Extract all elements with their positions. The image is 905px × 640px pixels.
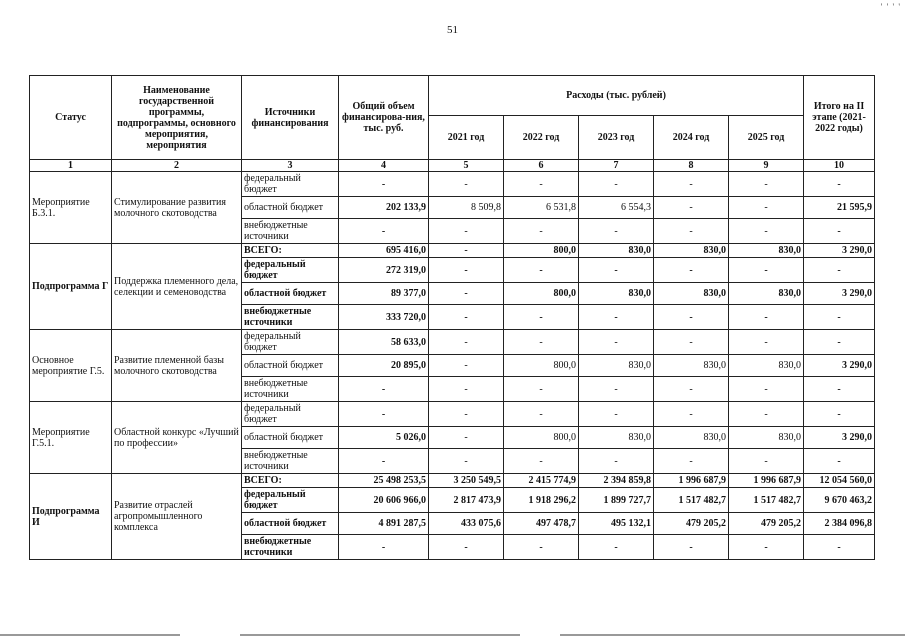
table-row <box>30 172 875 197</box>
cell-year-value: 8 509,8 <box>429 197 504 219</box>
cell-year-value: - <box>579 258 654 283</box>
cell-total-volume: 4 891 287,5 <box>339 513 429 535</box>
cell-total-volume: - <box>339 172 429 197</box>
row-funding-source: федеральный бюджет <box>242 402 339 427</box>
cell-year-value: - <box>504 535 579 560</box>
row-funding-source: областной бюджет <box>242 513 339 535</box>
table-row <box>30 474 875 488</box>
cell-year-value: - <box>729 172 804 197</box>
header-year-2022: 2022 год <box>504 116 579 160</box>
cell-year-value: - <box>579 330 654 355</box>
row-funding-source: внебюджетные источники <box>242 449 339 474</box>
cell-year-value: - <box>429 449 504 474</box>
table-row <box>30 330 875 355</box>
header-sources: Источники финансирования <box>242 76 339 160</box>
cell-year-value: - <box>429 219 504 244</box>
cell-stage-total: - <box>804 402 875 427</box>
row-status: Мероприятие Г.5.1. <box>30 402 112 474</box>
scan-corner-marks: ' ' ' ' <box>880 2 901 12</box>
row-status: Подпрограмма Г <box>30 244 112 330</box>
cell-year-value: - <box>729 449 804 474</box>
cell-year-value: 830,0 <box>579 283 654 305</box>
cell-year-value: - <box>729 402 804 427</box>
header-year-2021: 2021 год <box>429 116 504 160</box>
row-funding-source: внебюджетные источники <box>242 305 339 330</box>
cell-year-value: - <box>729 219 804 244</box>
cell-total-volume: 695 416,0 <box>339 244 429 258</box>
cell-year-value: 830,0 <box>729 283 804 305</box>
column-number: 9 <box>729 160 804 172</box>
row-status: Подпрограмма И <box>30 474 112 560</box>
cell-year-value: - <box>729 330 804 355</box>
cell-year-value: 2 817 473,9 <box>429 488 504 513</box>
cell-year-value: 800,0 <box>504 355 579 377</box>
cell-year-value: - <box>429 402 504 427</box>
row-program-name: Развитие племенной базы молочного скотоводства <box>112 330 242 402</box>
cell-stage-total: 9 670 463,2 <box>804 488 875 513</box>
cell-year-value: - <box>429 258 504 283</box>
cell-year-value: - <box>579 535 654 560</box>
cell-year-value: - <box>429 283 504 305</box>
cell-year-value: - <box>579 172 654 197</box>
cell-stage-total: - <box>804 172 875 197</box>
cell-year-value: 830,0 <box>729 244 804 258</box>
row-program-name: Стимулирование развития молочного скотоводства <box>112 172 242 244</box>
cell-year-value: - <box>504 172 579 197</box>
cell-year-value: - <box>729 535 804 560</box>
cell-year-value: 830,0 <box>729 427 804 449</box>
column-number: 5 <box>429 160 504 172</box>
row-funding-source: федеральный бюджет <box>242 172 339 197</box>
cell-total-volume: - <box>339 449 429 474</box>
cell-total-volume: 20 895,0 <box>339 355 429 377</box>
cell-year-value: - <box>504 305 579 330</box>
row-funding-source: внебюджетные источники <box>242 535 339 560</box>
cell-year-value: 800,0 <box>504 427 579 449</box>
row-funding-source: федеральный бюджет <box>242 258 339 283</box>
table-row <box>30 402 875 427</box>
cell-year-value: - <box>654 197 729 219</box>
cell-year-value: 6 531,8 <box>504 197 579 219</box>
cell-total-volume: 202 133,9 <box>339 197 429 219</box>
cell-year-value: - <box>654 449 729 474</box>
cell-year-value: 3 250 549,5 <box>429 474 504 488</box>
cell-year-value: - <box>504 377 579 402</box>
cell-year-value: 1 899 727,7 <box>579 488 654 513</box>
cell-total-volume: 333 720,0 <box>339 305 429 330</box>
header-status: Статус <box>30 76 112 160</box>
cell-year-value: 830,0 <box>579 244 654 258</box>
cell-year-value: - <box>579 377 654 402</box>
cell-stage-total: - <box>804 535 875 560</box>
table-body <box>30 172 875 560</box>
row-program-name: Областной конкурс «Лучший по профессии» <box>112 402 242 474</box>
cell-year-value: - <box>579 305 654 330</box>
cell-year-value: - <box>729 258 804 283</box>
row-funding-source: внебюджетные источники <box>242 219 339 244</box>
header-expenses: Расходы (тыс. рублей) <box>429 76 804 116</box>
cell-year-value: 830,0 <box>729 355 804 377</box>
cell-year-value: 1 517 482,7 <box>729 488 804 513</box>
cell-year-value: - <box>654 330 729 355</box>
cell-year-value: - <box>579 219 654 244</box>
row-funding-source: ВСЕГО: <box>242 474 339 488</box>
cell-year-value: 6 554,3 <box>579 197 654 219</box>
scan-bottom-rule <box>0 634 905 636</box>
cell-year-value: 1 996 687,9 <box>729 474 804 488</box>
row-funding-source: ВСЕГО: <box>242 244 339 258</box>
row-funding-source: областной бюджет <box>242 355 339 377</box>
cell-total-volume: 20 606 966,0 <box>339 488 429 513</box>
cell-total-volume: 25 498 253,5 <box>339 474 429 488</box>
column-number: 10 <box>804 160 875 172</box>
cell-stage-total: 3 290,0 <box>804 355 875 377</box>
cell-year-value: 800,0 <box>504 244 579 258</box>
header-name: Наименование государственной программы, подпрограммы, основного мероприятия, мероприятия <box>112 76 242 160</box>
cell-year-value: 830,0 <box>654 244 729 258</box>
column-number: 4 <box>339 160 429 172</box>
cell-year-value: - <box>654 402 729 427</box>
row-program-name: Поддержка племенного дела, селекции и семеноводства <box>112 244 242 330</box>
cell-year-value: - <box>429 172 504 197</box>
cell-year-value: - <box>504 449 579 474</box>
cell-year-value: 1 996 687,9 <box>654 474 729 488</box>
cell-year-value: 830,0 <box>579 427 654 449</box>
column-number: 7 <box>579 160 654 172</box>
cell-stage-total: 3 290,0 <box>804 283 875 305</box>
cell-total-volume: - <box>339 535 429 560</box>
cell-year-value: 433 075,6 <box>429 513 504 535</box>
cell-year-value: - <box>729 377 804 402</box>
cell-stage-total: - <box>804 258 875 283</box>
cell-year-value: 800,0 <box>504 283 579 305</box>
cell-stage-total: - <box>804 330 875 355</box>
column-number: 6 <box>504 160 579 172</box>
row-program-name: Развитие отраслей агропромышленного комплекса <box>112 474 242 560</box>
cell-total-volume: - <box>339 402 429 427</box>
cell-year-value: - <box>579 402 654 427</box>
cell-year-value: - <box>429 305 504 330</box>
cell-year-value: - <box>654 305 729 330</box>
header-total-stage: Итого на II этапе (2021-2022 годы) <box>804 76 875 160</box>
cell-year-value: - <box>429 244 504 258</box>
cell-year-value: - <box>429 330 504 355</box>
row-funding-source: федеральный бюджет <box>242 330 339 355</box>
cell-year-value: - <box>429 355 504 377</box>
header-year-2025: 2025 год <box>729 116 804 160</box>
cell-year-value: 1 517 482,7 <box>654 488 729 513</box>
cell-stage-total: - <box>804 219 875 244</box>
cell-stage-total: - <box>804 305 875 330</box>
cell-total-volume: 89 377,0 <box>339 283 429 305</box>
cell-year-value: - <box>654 535 729 560</box>
financing-table <box>29 75 875 560</box>
column-number: 3 <box>242 160 339 172</box>
row-funding-source: областной бюджет <box>242 427 339 449</box>
cell-year-value: 2 394 859,8 <box>579 474 654 488</box>
row-status: Мероприятие Б.3.1. <box>30 172 112 244</box>
cell-year-value: - <box>729 305 804 330</box>
cell-year-value: - <box>654 219 729 244</box>
cell-year-value: - <box>654 172 729 197</box>
cell-stage-total: 3 290,0 <box>804 427 875 449</box>
cell-year-value: 495 132,1 <box>579 513 654 535</box>
cell-year-value: - <box>654 377 729 402</box>
cell-year-value: 479 205,2 <box>654 513 729 535</box>
column-number: 8 <box>654 160 729 172</box>
cell-stage-total: - <box>804 377 875 402</box>
cell-year-value: 830,0 <box>654 283 729 305</box>
cell-year-value: 830,0 <box>654 427 729 449</box>
cell-total-volume: 5 026,0 <box>339 427 429 449</box>
cell-stage-total: 3 290,0 <box>804 244 875 258</box>
cell-stage-total: 21 595,9 <box>804 197 875 219</box>
row-funding-source: областной бюджет <box>242 283 339 305</box>
cell-stage-total: 2 384 096,8 <box>804 513 875 535</box>
cell-year-value: - <box>654 258 729 283</box>
column-number: 1 <box>30 160 112 172</box>
cell-year-value: - <box>504 402 579 427</box>
cell-year-value: 1 918 296,2 <box>504 488 579 513</box>
header-total-volume: Общий объем финансирова-ния, тыс. руб. <box>339 76 429 160</box>
header-year-2023: 2023 год <box>579 116 654 160</box>
header-year-2024: 2024 год <box>654 116 729 160</box>
cell-stage-total: 12 054 560,0 <box>804 474 875 488</box>
row-funding-source: федеральный бюджет <box>242 488 339 513</box>
cell-year-value: - <box>579 449 654 474</box>
cell-year-value: - <box>729 197 804 219</box>
cell-year-value: 497 478,7 <box>504 513 579 535</box>
cell-stage-total: - <box>804 449 875 474</box>
table-row <box>30 244 875 258</box>
cell-year-value: - <box>504 219 579 244</box>
cell-year-value: 830,0 <box>579 355 654 377</box>
cell-year-value: - <box>504 258 579 283</box>
page-number: 51 <box>447 24 458 36</box>
cell-total-volume: - <box>339 377 429 402</box>
cell-year-value: - <box>429 535 504 560</box>
cell-year-value: - <box>429 427 504 449</box>
row-funding-source: областной бюджет <box>242 197 339 219</box>
row-funding-source: внебюджетные источники <box>242 377 339 402</box>
cell-total-volume: 58 633,0 <box>339 330 429 355</box>
cell-year-value: - <box>504 330 579 355</box>
cell-total-volume: - <box>339 219 429 244</box>
cell-year-value: 2 415 774,9 <box>504 474 579 488</box>
column-number: 2 <box>112 160 242 172</box>
cell-total-volume: 272 319,0 <box>339 258 429 283</box>
cell-year-value: 830,0 <box>654 355 729 377</box>
row-status: Основное мероприятие Г.5. <box>30 330 112 402</box>
cell-year-value: 479 205,2 <box>729 513 804 535</box>
column-numbers-row <box>30 160 875 172</box>
cell-year-value: - <box>429 377 504 402</box>
